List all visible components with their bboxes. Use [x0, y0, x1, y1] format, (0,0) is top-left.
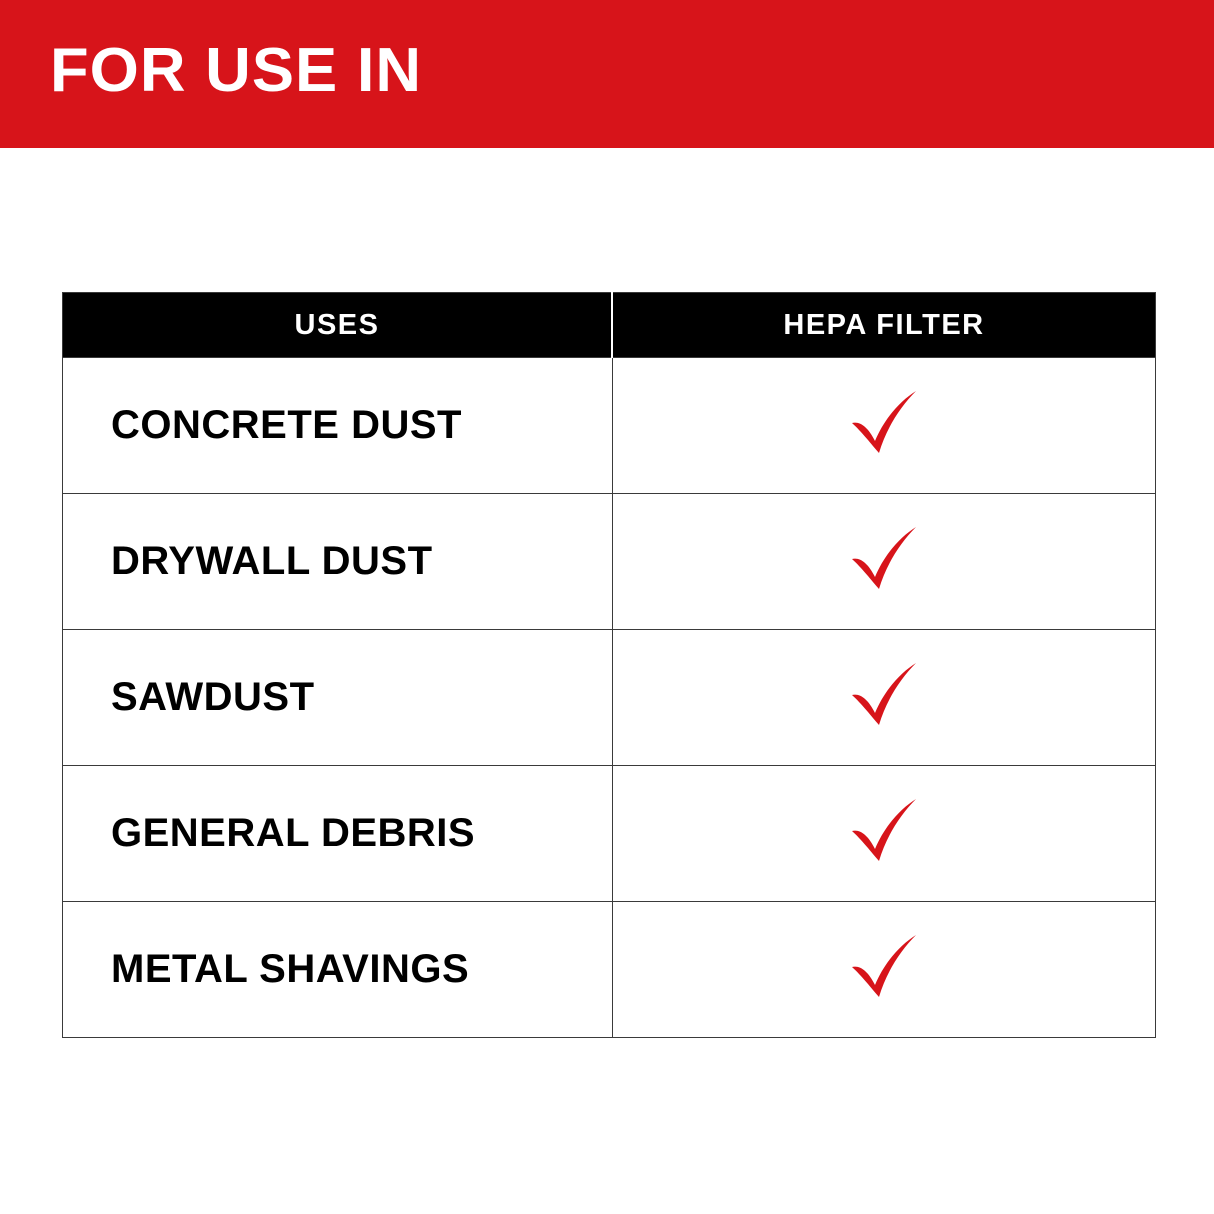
checkmark-icon	[848, 659, 920, 731]
hepa-filter-cell	[612, 766, 1156, 902]
uses-table-container	[62, 292, 1152, 1038]
use-label: METAL SHAVINGS	[63, 902, 613, 1038]
checkmark-icon	[848, 795, 920, 867]
table-row	[63, 630, 1156, 766]
header-banner	[0, 0, 1214, 148]
column-header-uses: USES	[63, 293, 613, 358]
table-row	[63, 902, 1156, 1038]
checkmark-icon	[848, 931, 920, 1003]
uses-table	[62, 292, 1156, 1038]
table-header-row	[63, 293, 1156, 358]
table-row	[63, 358, 1156, 494]
table-row	[63, 494, 1156, 630]
use-label: SAWDUST	[63, 630, 613, 766]
table-row	[63, 766, 1156, 902]
page-title: FOR USE IN	[50, 36, 423, 105]
checkmark-icon	[848, 387, 920, 459]
hepa-filter-cell	[612, 630, 1156, 766]
checkmark-icon	[848, 523, 920, 595]
use-label: GENERAL DEBRIS	[63, 766, 613, 902]
hepa-filter-cell	[612, 902, 1156, 1038]
column-header-hepa-filter: HEPA FILTER	[612, 293, 1156, 358]
hepa-filter-cell	[612, 494, 1156, 630]
table-header	[63, 293, 1156, 358]
table-body	[63, 358, 1156, 1038]
hepa-filter-cell	[612, 358, 1156, 494]
use-label: CONCRETE DUST	[63, 358, 613, 494]
use-label: DRYWALL DUST	[63, 494, 613, 630]
